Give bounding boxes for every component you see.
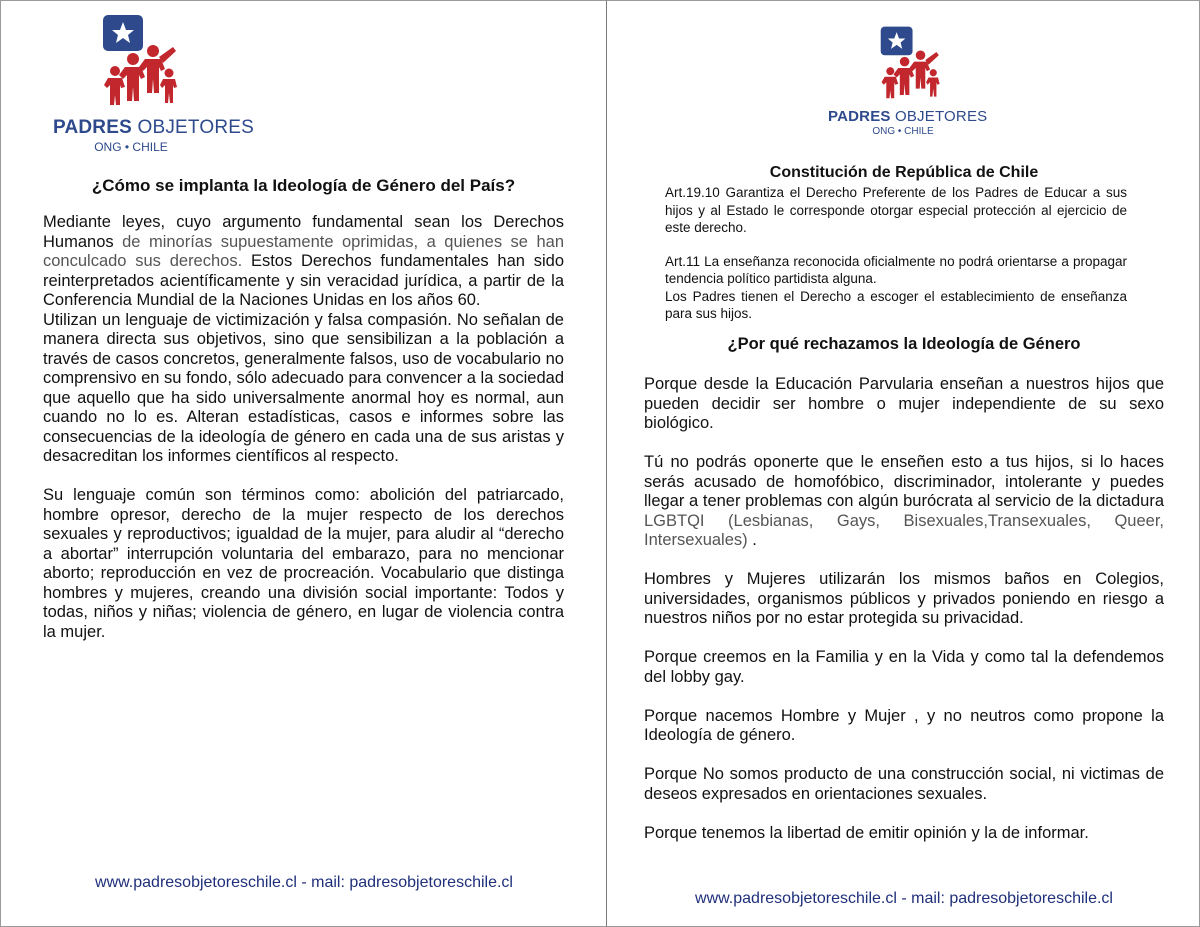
- right-body: [644, 375, 1164, 843]
- right-logo: [828, 25, 988, 137]
- parents-right: Los Padres tienen el Derecho a escoger el establecimiento de enseñanza para sus hijos.: [665, 288, 1127, 321]
- article-19-10: Art.19.10 Garantiza el Derecho Preferente de los Padres de Educar a sus hijos y al Estado le corresponde otorgar especial protección al ejercicio de este derecho.: [665, 185, 1127, 235]
- brand-name: [828, 108, 988, 125]
- left-logo: [53, 13, 255, 154]
- left-footer: www.padresobjetoreschile.cl - mail: padresobjetoreschile.cl: [95, 874, 513, 891]
- family-logo-icon: [81, 13, 181, 111]
- left-paragraph-1: Mediante leyes, cuyo argumento fundamental sean los Derechos Humanos de minorías supuestamente oprimidas, a quienes se han conculcado sus derechos. Estos Derechos fundamentales han sido reinterpretados acientíficamente y sin veracidad jurídica, a partir de la Conferencia Mundial de la Naciones Unidas en los años 60.: [43, 213, 565, 309]
- family-logo-icon: [863, 25, 943, 103]
- constitution-articles: [665, 184, 1127, 323]
- left-paragraph-2: Utilizan un lenguaje de victimización y falsa compasión. No señalan de manera directa sus objetivos, sino que sensibilizan a la población a través de casos concretos, generalmente falsos, uso de vocabulario no comprensivo en su fondo, sólo adecuado para convencer a la sociedad que aquello que ha sido universalmente anormal hoy es normal, aun cuando no lo es. Alteran estadísticas, casos e informes sobre las consecuencias de la ideología de género en cada una de sus aristas y desacreditan los informes científicos al respecto.: [43, 310, 565, 465]
- article-11: Art.11 La enseñanza reconocida oficialmente no podrá orientarse a propagar tendencia político partidista alguna.: [665, 253, 1127, 286]
- brand-light: OBJETORES: [894, 108, 988, 125]
- right-page: [606, 0, 1200, 927]
- left-paragraph-3: Su lenguaje común son términos como: abolición del patriarcado, hombre opresor, derecho de la mujer respecto de los derechos sexuales y reproductivos; igualdad de la mujer, para aludir al “derecho a abortar” interrupción voluntaria del embarazo, para no mencionar aborto; reproducción en vez de procreación. Vocabulario que distinga hombres y mujeres, creando una división social importante: Todos y todas, niños y niñas; violencia de género, en lugar de violencia contra la mujer.: [43, 486, 564, 641]
- brand-subtitle: ONG • CHILE: [872, 126, 934, 137]
- brand-subtitle: ONG • CHILE: [94, 140, 168, 154]
- reason-2: Tú no podrás oponerte que le enseñen esto a tus hijos, si lo haces serás acusado de homofóbico, discriminador, intolerante y puedes llegar a tener problemas con algún burócrata al servicio de la dictadura LGBTQI (Lesbianas, Gays, Bisexuales,Transexuales, Queer, Intersexuales) .: [644, 453, 1164, 549]
- left-title: ¿Cómo se implanta la Ideología de Género del País?: [91, 176, 516, 195]
- brand-light: OBJETORES: [137, 117, 255, 138]
- reason-7: Porque tenemos la libertad de emitir opinión y la de informar.: [644, 823, 1089, 842]
- brand-bold: PADRES: [828, 108, 891, 125]
- right-title: ¿Por qué rechazamos la Ideología de Género: [727, 335, 1081, 353]
- right-footer: www.padresobjetoreschile.cl - mail: padresobjetoreschile.cl: [695, 890, 1113, 907]
- reason-4: Porque creemos en la Familia y en la Vida y como tal la defendemos del lobby gay.: [644, 648, 1164, 686]
- brand-bold: PADRES: [53, 117, 132, 138]
- reason-6: Porque No somos producto de una construcción social, ni victimas de deseos expresados en orientaciones sexuales.: [644, 765, 1164, 803]
- constitution-title: Constitución de República de Chile: [769, 164, 1039, 181]
- reason-5: Porque nacemos Hombre y Mujer , y no neutros como propone la Ideología de género.: [644, 706, 1164, 744]
- left-body: [43, 213, 564, 642]
- brand-name: [53, 117, 255, 139]
- reason-1: Porque desde la Educación Parvularia enseñan a nuestros hijos que pueden decidir ser hombre o mujer independiente de su sexo biológico.: [644, 375, 1164, 432]
- reason-3: Hombres y Mujeres utilizarán los mismos baños en Colegios, universidades, organismos públicos y privados poniendo en riesgo a nuestros niños por no estar protegida su privacidad.: [644, 570, 1164, 627]
